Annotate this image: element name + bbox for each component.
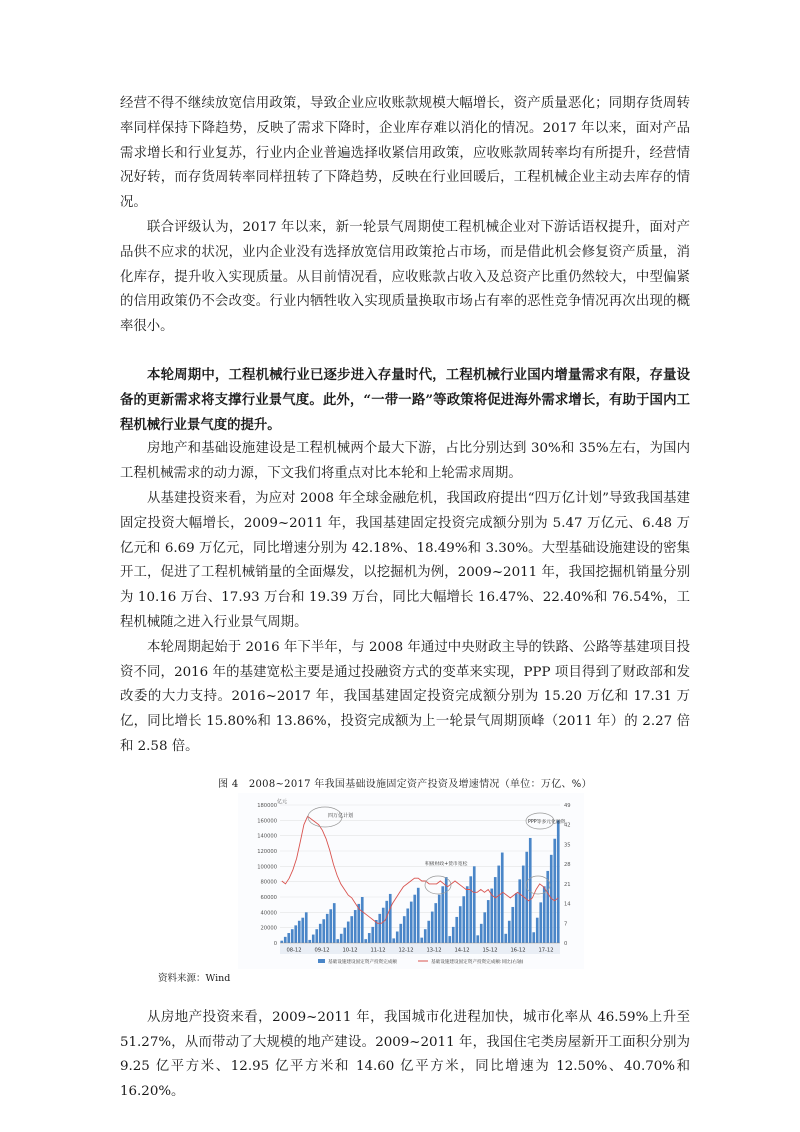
investment-bar <box>329 909 332 943</box>
investment-bar <box>490 888 493 942</box>
investment-bar <box>301 917 304 942</box>
investment-bar <box>515 893 518 943</box>
investment-bar <box>480 924 483 943</box>
legend-swatch-bar <box>318 959 325 963</box>
investment-bar <box>392 938 395 943</box>
investment-bar <box>361 897 364 943</box>
investment-bar <box>522 865 525 942</box>
investment-bar <box>525 851 528 942</box>
paragraph-current-cycle: 本轮周期起始于 2016 年下半年，与 2008 年通过中央财政主导的铁路、公路等基建项目投资不同，2016 年的基建宽松主要是通过投融资方式的变革来实现，PPP 项目得到了财政部和发改委的大力支持。2016~2017 年，我国基建固定投资完成额分别为 15.20 万亿和 17.31 万亿，同比增长 15.80%和 13.86%，投资完成额为上一轮景气周期顶峰（2011 年）的 2.27 倍和 2.58 倍。 <box>120 639 690 754</box>
investment-bar <box>445 877 448 943</box>
infrastructure-investment-chart <box>238 793 584 969</box>
x-tick-label: 12-12 <box>398 947 414 954</box>
document-page <box>120 92 690 1105</box>
legend-label: 基础设施建设固定资产投资完成额 <box>328 959 397 965</box>
left-tick-label: 40000 <box>260 910 277 917</box>
left-tick-label: 60000 <box>260 894 277 901</box>
investment-bar <box>287 933 290 943</box>
investment-bar <box>462 896 465 943</box>
right-tick-label: 42 <box>564 822 571 829</box>
left-tick-label: 0 <box>273 940 277 947</box>
left-tick-label: 20000 <box>260 925 277 932</box>
investment-bar <box>406 908 409 943</box>
investment-bar <box>518 879 521 943</box>
x-tick-label: 11-12 <box>370 947 386 954</box>
investment-bar <box>511 907 514 943</box>
investment-bar <box>459 906 462 943</box>
figure-caption: 图 4 2008~2017 年我国基础设施固定资产投资及增速情况（单位：万亿、%） <box>218 778 592 790</box>
investment-bar <box>284 937 287 943</box>
investment-bar <box>280 940 283 942</box>
investment-bar <box>448 936 451 943</box>
right-tick-label: 0 <box>564 940 568 947</box>
annotation-label: PPP等多元化融资 <box>528 819 566 825</box>
investment-bar <box>336 939 339 943</box>
investment-bar <box>504 934 507 943</box>
right-tick-label: 7 <box>564 921 568 928</box>
figure-chart <box>238 793 584 969</box>
investment-bar <box>466 886 469 943</box>
annotation-label: 积极财政+货币宽松 <box>425 861 468 867</box>
investment-bar <box>469 876 472 943</box>
right-tick-label: 21 <box>564 881 571 888</box>
investment-bar <box>319 924 322 943</box>
left-tick-label: 100000 <box>257 864 277 871</box>
left-tick-label: 140000 <box>257 833 277 840</box>
investment-bar <box>427 920 430 942</box>
investment-bar <box>536 917 539 942</box>
x-tick-label: 10-12 <box>342 947 358 954</box>
investment-bar <box>322 919 325 943</box>
investment-bar <box>501 852 504 942</box>
x-tick-label: 13-12 <box>426 947 442 954</box>
investment-bar <box>557 820 560 943</box>
right-tick-label: 28 <box>564 861 571 868</box>
investment-bar <box>364 939 367 943</box>
investment-bar <box>294 925 297 943</box>
legend-label: 基础设施建设固定资产投资完成额:同比(右轴) <box>431 959 524 965</box>
x-tick-label: 16-12 <box>510 947 526 954</box>
paragraph-infrastructure: 从基建投资来看，为应对 2008 年全球金融危机，我国政府提出“四万亿计划”导致我国基建固定投资大幅增长，2009~2011 年，我国基建固定投资完成额分别为 5.47 万亿元、6.48 万亿元和 6.69 万亿元，同比增速分别为 42.18%、18.49%和 3.30%。大型基础设施建设的密集开工，促进了工程机械销量的全面爆发，以挖掘机为例，2009~2011 年，我国挖掘机销量分别为 10.16 万台、17.93 万台和 19.39 万台，同比大幅增长 16.47%、22.40%和 76.54%，工程机械随之进入行业景气周期。 <box>120 490 690 630</box>
right-tick-label: 14 <box>564 901 571 908</box>
investment-bar <box>434 903 437 943</box>
investment-bar <box>497 865 500 942</box>
investment-bar <box>312 934 315 942</box>
investment-bar <box>308 940 311 943</box>
investment-bar <box>424 929 427 943</box>
investment-bar <box>385 901 388 943</box>
investment-bar <box>368 933 371 943</box>
investment-bar <box>347 921 350 942</box>
investment-bar <box>476 935 479 943</box>
figure-source: 资料来源：Wind <box>158 972 231 984</box>
investment-bar <box>529 838 532 943</box>
paragraph-gap <box>120 340 690 363</box>
investment-bar <box>455 917 458 943</box>
investment-bar <box>382 907 385 942</box>
x-tick-label: 09-12 <box>314 947 330 954</box>
right-tick-label: 49 <box>564 802 571 809</box>
investment-bar <box>487 900 490 943</box>
investment-bar <box>354 910 357 943</box>
investment-bar <box>413 894 416 942</box>
investment-bar <box>389 894 392 943</box>
annotation-label: 四万亿计划 <box>328 812 354 819</box>
investment-bar <box>410 901 413 942</box>
investment-bar <box>539 902 542 943</box>
investment-bar <box>431 911 434 942</box>
investment-bar <box>298 920 301 942</box>
investment-bar <box>546 871 549 943</box>
investment-bar <box>483 912 486 943</box>
investment-bar <box>441 886 444 943</box>
investment-bar <box>396 931 399 943</box>
investment-bar <box>315 929 318 943</box>
investment-bar <box>378 914 381 943</box>
left-tick-label: 160000 <box>257 818 277 825</box>
investment-bar <box>473 866 476 943</box>
x-tick-label: 08-12 <box>286 947 302 954</box>
paragraph-rating-view: 联合评级认为，2017 年以来，新一轮景气周期使工程机械企业对下游话语权提升，面对产品供不应求的状况，业内企业没有选择放宽信用政策抢占市场，而是借此机会修复资产质量，消化库存，提升收入实现质量。从目前情况看，应收账款占收入及总资产比重仍然较大，中型偏紧的信用政策仍不会改变。行业内牺牲收入实现质量换取市场占有率的恶性竞争情况再次出现的概率很小。 <box>120 219 690 335</box>
left-tick-label: 180000 <box>257 802 277 809</box>
investment-bar <box>543 886 546 943</box>
paragraph-receivables-inventory: 经营不得不继续放宽信用政策，导致企业应收账款规模大幅增长，资产质量恶化；同期存货周转率同样保持下降趋势，反映了需求下降时，企业库存难以消化的情况。2017 年以来，面对产品需求增长和行业复苏，行业内企业普遍选择收紧信用政策，应收账款周转率均有所提升，经营情况好转，而存货周转率同样扭转了下降趋势，反映在行业回暖后，工程机械企业主动去库存的情况。 <box>120 96 690 211</box>
investment-bar <box>326 914 329 943</box>
investment-bar <box>333 903 336 943</box>
investment-bar <box>420 937 423 942</box>
investment-bar <box>494 877 497 943</box>
left-tick-label: 80000 <box>260 879 277 886</box>
investment-bar <box>305 912 308 943</box>
investment-bar <box>399 924 402 943</box>
x-tick-label: 15-12 <box>482 947 498 954</box>
investment-bar <box>403 916 406 943</box>
investment-bar <box>371 927 374 943</box>
x-tick-label: 17-12 <box>538 947 554 954</box>
x-tick-label: 14-12 <box>454 947 470 954</box>
investment-bar <box>291 929 294 943</box>
investment-bar <box>532 932 535 943</box>
investment-bar <box>350 916 353 943</box>
left-tick-label: 120000 <box>257 848 277 855</box>
investment-bar <box>340 934 343 943</box>
paragraph-downstream: 房地产和基础设施建设是工程机械两个最大下游，占比分别达到 30%和 35%左右，为国内工程机械需求的动力源，下文我们将重点对比本轮和上轮需求周期。 <box>120 441 690 482</box>
investment-bar <box>343 927 346 942</box>
right-tick-label: 35 <box>564 842 571 849</box>
investment-bar <box>438 894 441 942</box>
left-axis-unit: 亿元 <box>277 798 288 805</box>
investment-bar <box>452 927 455 943</box>
investment-bar <box>508 920 511 942</box>
paragraph-key-judgment: 本轮周期中，工程机械行业已逐步进入存量时代，工程机械行业国内增量需求有限，存量设备的更新需求将支撑行业景气度。此外，“一带一路”等政策将促进海外需求增长，有助于国内工程机械行业景气度的提升。 <box>120 366 690 433</box>
paragraph-real-estate: 从房地产投资来看，2009~2011 年，我国城市化进程加快，城市化率从 46.59%上升至 51.27%，从而带动了大规模的地产建设。2009~2011 年，我国住宅类房屋新开工面积分别为 9.25 亿平方米、12.95 亿平方米和 14.60 亿平方米，同比增速为 12.50%、40.70%和 16.20%。 <box>120 1009 690 1100</box>
investment-bar <box>417 888 420 943</box>
investment-bar <box>553 838 556 942</box>
